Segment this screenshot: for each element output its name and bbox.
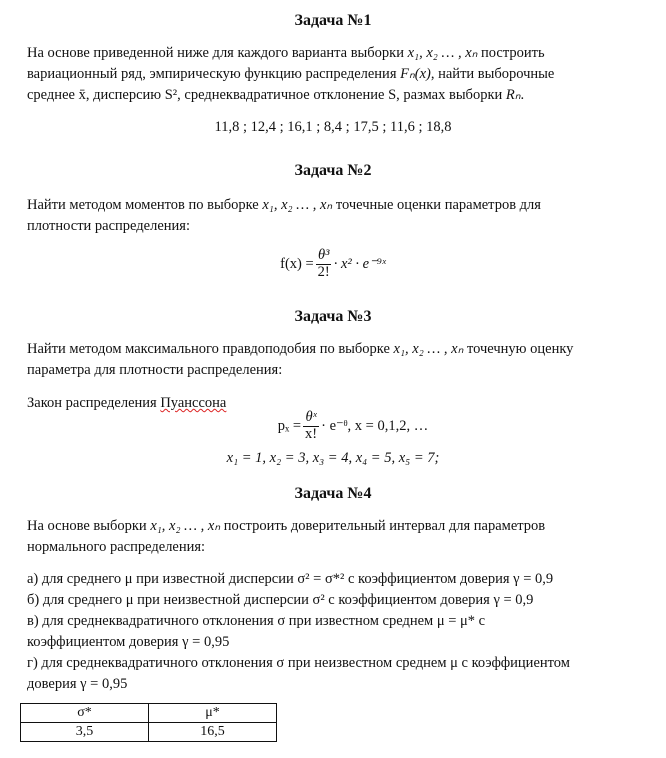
text: Закон распределения bbox=[27, 395, 161, 411]
fraction bbox=[303, 410, 319, 443]
text: Найти методом моментов по выборке bbox=[27, 197, 263, 213]
math: Fₙ(x) bbox=[400, 66, 431, 82]
header-mu: μ* bbox=[149, 704, 277, 723]
task1-line1 bbox=[27, 45, 545, 62]
item-c: в) для среднеквадратичного отклонения σ при известном среднем μ = μ* с bbox=[27, 613, 486, 629]
item-d-cont: доверия γ = 0,95 bbox=[27, 676, 128, 692]
task3-line2: параметра для плотности распределения: bbox=[27, 362, 283, 378]
task2-line1 bbox=[27, 197, 541, 214]
math: Rₙ bbox=[505, 87, 521, 103]
denominator: x! bbox=[305, 425, 318, 442]
cell-sigma: 3,5 bbox=[21, 723, 149, 742]
cell-mu: 16,5 bbox=[149, 723, 277, 742]
task4-line1 bbox=[27, 518, 545, 535]
task3-values: x₁ = 1, x₂ = 3, x₃ = 4, x₄ = 5, x₅ = 7; bbox=[226, 450, 440, 466]
text: Найти методом максимального правдоподобия по выборке bbox=[27, 341, 394, 357]
text: На основе выборки bbox=[27, 518, 151, 534]
numerator: θˣ bbox=[305, 409, 317, 425]
task3-formula bbox=[0, 410, 666, 443]
text: вариационный ряд, эмпирическую функцию распределения bbox=[27, 66, 401, 82]
item-d: г) для среднеквадратичного отклонения σ при неизвестном среднем μ с коэффициентом bbox=[27, 655, 570, 671]
text: . bbox=[520, 87, 525, 103]
denominator: 2! bbox=[317, 263, 330, 280]
numerator: θ³ bbox=[317, 247, 330, 263]
law-name: Пуанссона bbox=[160, 395, 227, 411]
task1-data: 11,8 ; 12,4 ; 16,1 ; 8,4 ; 17,5 ; 11,6 ; 18,8 bbox=[214, 119, 452, 135]
table-row bbox=[21, 723, 277, 742]
rhs: · e⁻ᶿ, x = 0,1,2, … bbox=[321, 417, 429, 434]
rhs: · x² · e⁻⁹ˣ bbox=[333, 255, 386, 272]
item-a: а) для среднего μ при известной дисперсии σ² = σ*² с коэффициентом доверия γ = 0,9 bbox=[27, 571, 554, 587]
math: x₁, x₂ … , xₙ bbox=[393, 341, 464, 357]
task2-line2: плотности распределения: bbox=[27, 218, 190, 234]
table-header-row bbox=[21, 704, 277, 723]
item-c-cont: коэффициентом доверия γ = 0,95 bbox=[27, 634, 230, 650]
text: На основе приведенной ниже для каждого варианта выборки bbox=[27, 45, 408, 61]
task4-title: Задача №4 bbox=[294, 485, 372, 502]
text: точечные оценки параметров для bbox=[332, 197, 541, 213]
task1-line3 bbox=[27, 87, 524, 104]
task2-title: Задача №2 bbox=[294, 162, 372, 179]
text: среднее x̄, дисперсию S², среднеквадратичное отклонение S, размах выборки bbox=[27, 87, 506, 103]
header-sigma: σ* bbox=[21, 704, 149, 723]
task2-formula bbox=[0, 248, 666, 281]
task1-line2 bbox=[27, 66, 554, 83]
params-table bbox=[20, 703, 277, 742]
task4-line2: нормального распределения: bbox=[27, 539, 206, 555]
task3-line1 bbox=[27, 341, 573, 358]
text: построить доверительный интервал для параметров bbox=[220, 518, 546, 534]
task3-title: Задача №3 bbox=[294, 308, 372, 325]
math: x₁, x₂ … , xₙ bbox=[262, 197, 333, 213]
text: построить bbox=[477, 45, 545, 61]
math: x₁, x₂ … , xₙ bbox=[407, 45, 478, 61]
item-b: б) для среднего μ при неизвестной дисперсии σ² с коэффициентом доверия γ = 0,9 bbox=[27, 592, 534, 608]
fraction bbox=[316, 248, 332, 281]
text: точечную оценку bbox=[463, 341, 574, 357]
lhs: f(x) = bbox=[280, 255, 314, 272]
math: x₁, x₂ … , xₙ bbox=[150, 518, 221, 534]
task1-title: Задача №1 bbox=[294, 12, 372, 29]
text: , найти выборочные bbox=[430, 66, 555, 82]
lhs: pₓ = bbox=[277, 417, 302, 434]
